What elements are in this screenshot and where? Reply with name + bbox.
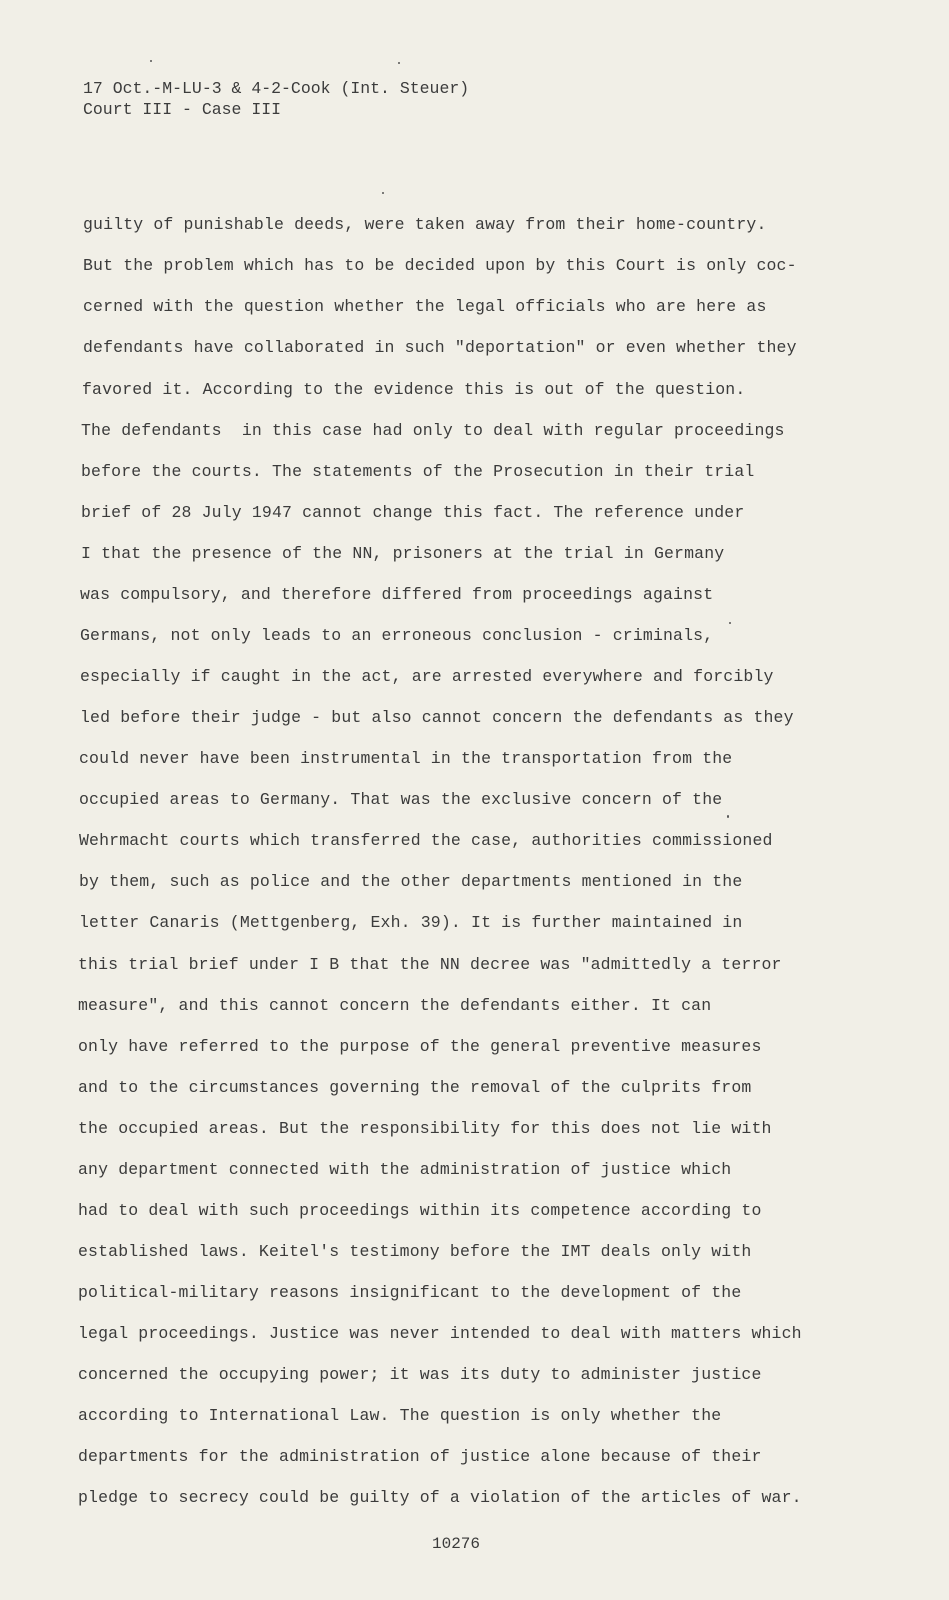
text-line: established laws. Keitel's testimony before the IMT deals only with: [78, 1242, 752, 1261]
text-line: any department connected with the administration of justice which: [78, 1160, 732, 1179]
text-line: favored it. According to the evidence this is out of the question.: [82, 380, 746, 399]
text-line: by them, such as police and the other departments mentioned in the: [79, 872, 743, 891]
text-line: measure", and this cannot concern the defendants either. It can: [78, 996, 712, 1015]
text-line: especially if caught in the act, are arrested everywhere and forcibly: [80, 667, 774, 686]
page-number: 10276: [432, 1535, 481, 1553]
text-line: The defendants in this case had only to deal with regular proceedings: [81, 421, 785, 440]
text-line: But the problem which has to be decided upon by this Court is only coc-: [83, 256, 797, 275]
text-line: only have referred to the purpose of the general preventive measures: [78, 1037, 762, 1056]
text-line: guilty of punishable deeds, were taken away from their home-country.: [83, 215, 767, 234]
text-line: the occupied areas. But the responsibility for this does not lie with: [78, 1119, 772, 1138]
text-line: was compulsory, and therefore differed from proceedings against: [80, 585, 714, 604]
text-line: defendants have collaborated in such "deportation" or even whether they: [83, 338, 797, 357]
header-court-line: Court III - Case III: [83, 100, 282, 119]
text-line: Germans, not only leads to an erroneous conclusion - criminals,: [80, 626, 714, 645]
text-line: departments for the administration of justice alone because of their: [78, 1447, 762, 1466]
text-line: I that the presence of the NN, prisoners at the trial in Germany: [81, 544, 725, 563]
text-line: cerned with the question whether the legal officials who are here as: [83, 297, 767, 316]
text-line: could never have been instrumental in the transportation from the: [79, 749, 733, 768]
text-line: occupied areas to Germany. That was the exclusive concern of the: [79, 790, 723, 809]
text-line: and to the circumstances governing the removal of the culprits from: [78, 1078, 752, 1097]
text-line: concerned the occupying power; it was its duty to administer justice: [78, 1365, 762, 1384]
text-line: letter Canaris (Mettgenberg, Exh. 39). It is further maintained in: [79, 913, 743, 932]
text-line: this trial brief under I B that the NN decree was "admittedly a terror: [78, 955, 782, 974]
text-line: led before their judge - but also cannot concern the defendants as they: [80, 708, 794, 727]
text-line: according to International Law. The question is only whether the: [78, 1406, 722, 1425]
header-session-line: 17 Oct.-M-LU-3 & 4-2-Cook (Int. Steuer): [83, 79, 470, 98]
text-line: brief of 28 July 1947 cannot change this fact. The reference under: [81, 503, 745, 522]
text-line: political-military reasons insignificant to the development of the: [78, 1283, 742, 1302]
text-line: pledge to secrecy could be guilty of a violation of the articles of war.: [78, 1488, 802, 1507]
text-line: before the courts. The statements of the Prosecution in their trial: [81, 462, 755, 481]
text-line: legal proceedings. Justice was never intended to deal with matters which: [78, 1324, 802, 1343]
text-line: had to deal with such proceedings within its competence according to: [78, 1201, 762, 1220]
text-line: Wehrmacht courts which transferred the case, authorities commissioned: [79, 831, 773, 850]
